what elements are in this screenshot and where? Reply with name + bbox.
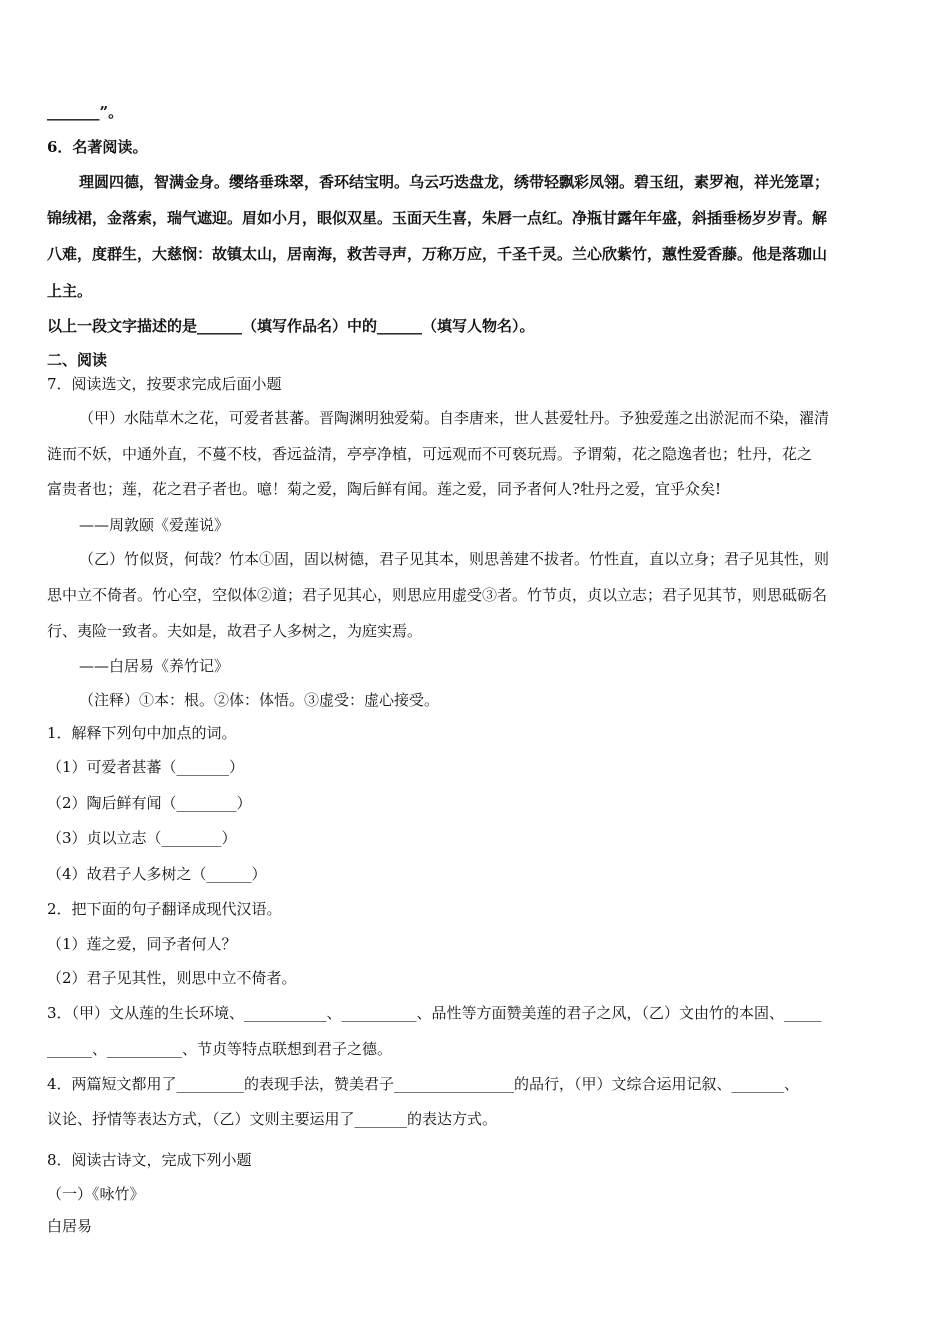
- passage-a-source: ——周敦颐《爱莲说》: [79, 516, 230, 534]
- question-7-title: 7．阅读选文，按要求完成后面小题: [47, 375, 282, 393]
- question-6-title: 6．名著阅读。: [47, 138, 148, 156]
- section-2-heading: 二、阅读: [47, 351, 108, 369]
- subquestion-2-item-1: （1）莲之爱，同予者何人？: [47, 935, 237, 953]
- poem-author: 白居易: [47, 1217, 93, 1235]
- subquestion-1-item-4: （4）故君子人多树之（______）: [47, 865, 267, 883]
- passage-a-line-2: 涟而不妖，中通外直，不蔓不枝，香远益清，亭亭净植，可远观而不可亵玩焉。予谓菊，花之隐逸者也；牡丹，花之: [47, 445, 813, 463]
- passage-a-line-3: 富贵者也；莲，花之君子者也。噫！菊之爱，陶后鲜有闻。莲之爱，同予者何人?牡丹之爱，宜乎众矣!: [47, 480, 722, 498]
- subquestion-2: 2．把下面的句子翻译成现代汉语。: [47, 900, 282, 918]
- question-8-title: 8．阅读古诗文，完成下列小题: [47, 1151, 252, 1169]
- subquestion-3-line-2: ______、__________、节贞等特点联想到君子之德。: [47, 1040, 393, 1058]
- passage-b-line-1: （乙）竹似贤，何哉？竹本①固，固以树德，君子见其本，则思善建不拔者。竹性直，直以立身；君子见其性，则: [79, 550, 830, 568]
- subquestion-4-line-1: 4．两篇短文都用了_________的表现手法，赞美君子________________的品行，（甲）文综合运用记叙、_______、: [47, 1075, 800, 1093]
- poem-title: （一）《咏竹》: [47, 1185, 145, 1203]
- passage-a-line-1: （甲）水陆草木之花，可爱者甚蕃。晋陶渊明独爱菊。自李唐来，世人甚爱牡丹。予独爱莲之出淤泥而不染，濯清: [79, 409, 830, 427]
- q6-passage-line-2: 锦绒裙，金落索，瑞气遮迎。眉如小月，眼似双星。玉面天生喜，朱唇一点红。净瓶甘露年年盛，斜插垂杨岁岁青。解: [47, 209, 828, 227]
- subquestion-1-item-3: （3）贞以立志（________）: [47, 829, 237, 847]
- subquestion-1: 1．解释下列句中加点的词。: [47, 724, 237, 742]
- annotation-notes: （注释）①本：根。②体：体悟。③虚受：虚心接受。: [79, 691, 440, 709]
- passage-b-line-2: 思中立不倚者。竹心空，空似体②道；君子见其心，则思应用虚受③者。竹节贞，贞以立志；君子见其节，则思砥砺名: [47, 586, 828, 604]
- passage-b-line-3: 行、夷险一致者。夫如是，故君子人多树之，为庭实焉。: [47, 622, 423, 640]
- subquestion-1-item-2: （2）陶后鲜有闻（________）: [47, 794, 252, 812]
- passage-b-source: ——白居易《养竹记》: [79, 657, 230, 675]
- subquestion-3-line-1: 3．（甲）文从莲的生长环境、___________、__________、品性等方面赞美莲的君子之风，（乙）文由竹的本固、_____: [47, 1004, 822, 1022]
- subquestion-4-line-2: 议论、抒情等表达方式，（乙）文则主要运用了_______的表达方式。: [47, 1110, 498, 1128]
- answer-blank-line: _______”。: [47, 103, 124, 121]
- subquestion-1-item-1: （1）可爱者甚蕃（_______）: [47, 758, 245, 776]
- subquestion-2-item-2: （2）君子见其性，则思中立不倚者。: [47, 969, 297, 987]
- q6-passage-line-3: 八难，度群生，大慈悯：故镇太山，居南海，救苦寻声，万称万应，千圣千灵。兰心欣紫竹，蕙性爱香藤。他是落珈山: [47, 245, 828, 263]
- q6-passage-line-1: 理圆四德，智满金身。缨络垂珠翠，香环结宝明。乌云巧迭盘龙，绣带轻飘彩凤翎。碧玉纽，素罗袍，祥光笼罩；: [79, 173, 830, 191]
- q6-question: 以上一段文字描述的是______（填写作品名）中的______（填写人物名）。: [47, 317, 535, 335]
- q6-passage-line-4: 上主。: [47, 282, 93, 300]
